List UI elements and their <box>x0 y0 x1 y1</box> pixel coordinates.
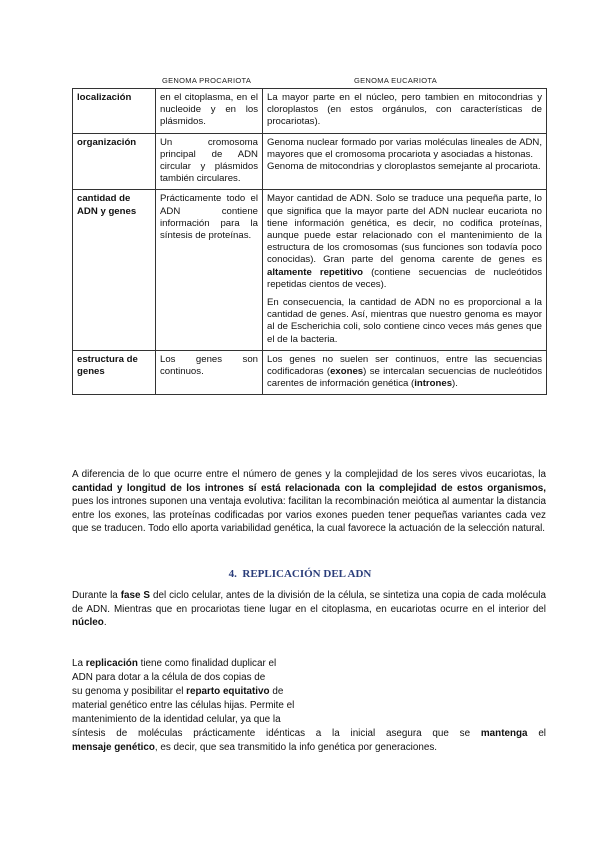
table-row <box>73 133 547 190</box>
section-title: REPLICACIÓN DEL ADN <box>242 568 372 580</box>
bold-term: intrones <box>414 378 453 390</box>
cell-paragraph: En consecuencia, la cantidad de ADN no es proporcional a la cantidad de genes. Así, mientras que nuestro genoma es mayor al de Escherichia coli, solo contiene cinco veces más genes que el de la bacteria. <box>267 297 542 345</box>
cell-paragraph: Mayor cantidad de ADN. Solo se traduce una pequeña parte, lo que significa que la mayor parte del ADN nuclear eucariota no tiene información genética, es decir, no codifica proteínas, aunque puede estar relacionado con el mantenimiento de la estructura de los cromosomas (sus funciones son todavía poco conocidas). Gran parte del genoma carente de genes es altamente repetitivo (contiene secuencias de nucleótidos repetidas cientos de veces). <box>267 193 542 290</box>
section-heading <box>0 568 600 580</box>
cell-eukaryote <box>263 133 547 190</box>
row-label-cantidad: cantidad de ADN y genes <box>73 190 156 350</box>
cell-prokaryote: Los genes son continuos. <box>156 350 263 395</box>
header-eukaryote: GENOMA EUCARIOTA <box>354 76 438 85</box>
section-number: 4. <box>228 568 237 580</box>
bold-term: cantidad y longitud de los intrones sí está relacionada con la complejidad de estos organismos, <box>72 482 546 494</box>
row-label-organizacion: organización <box>73 133 156 190</box>
cell-prokaryote: Un cromosoma principal de ADN circular y plásmidos también circulares. <box>156 133 263 190</box>
bold-term: altamente repetitivo <box>267 266 364 278</box>
text-line: mantenimiento de la identidad celular, ya que la <box>72 714 281 725</box>
cell-prokaryote: en el citoplasma, en el nucleoide y en los plásmidos. <box>156 89 263 134</box>
cell-paragraph: Genoma de mitocondrias y cloroplastos semejante al procariota. <box>267 161 541 173</box>
text-line: mensaje genético, es decir, que sea transmitido la info genética por generaciones. <box>72 742 438 753</box>
table-row <box>73 190 547 350</box>
cell-paragraph: Genoma nuclear formado por varias moléculas lineales de ADN, mayores que el cromosoma procariota y asociadas a histonas. <box>267 136 542 160</box>
bold-term: núcleo <box>72 617 104 629</box>
genome-comparison-table <box>72 88 547 395</box>
bold-term: reparto equitativo <box>186 686 270 697</box>
header-prokaryote: GENOMA PROCARIOTA <box>162 76 252 85</box>
cell-prokaryote: Prácticamente todo el ADN contiene información para la síntesis de proteínas. <box>156 190 263 350</box>
text-line: síntesis de moléculas prácticamente idénticas a la inicial asegura que se mantenga el <box>72 728 547 739</box>
table-row <box>73 89 547 134</box>
row-label-localizacion: localización <box>73 89 156 134</box>
replication-paragraph: Durante la fase S del ciclo celular, antes de la división de la célula, se sintetiza una copia de cada molécula de ADN. Mientras que en procariotas tiene lugar en el citoplasma, en eucariotas ocurre en el interior del núcleo. <box>72 590 546 629</box>
bold-term: replicación <box>85 658 138 669</box>
text-line: La replicación tiene como finalidad duplicar el <box>72 658 277 669</box>
intro-paragraph: A diferencia de lo que ocurre entre el número de genes y la complejidad de los seres vivos eucariotas, la cantidad y longitud de los intrones sí está relacionada con la complejidad de estos organismos, pues los intrones suponen una ventaja evolutiva: facilitan la recombinación meiótica al aumentar la distancia entre los exones, las proteínas codificadas por varios exones pueden tener pequeñas variantes cada vez que se traducen. Todo ello aporta variabilidad genética, la cual favorece la actuación de la selección natural. <box>72 469 546 535</box>
cell-eukaryote: Los genes no suelen ser continuos, entre las secuencias codificadoras (exones) se intercalan secuencias de nucleótidos carentes de información genética (intrones). <box>263 350 547 395</box>
bold-term: mantenga <box>480 728 528 739</box>
text-line: material genético entre las células hijas. Permite el <box>72 700 295 711</box>
bold-term: exones <box>330 366 364 378</box>
cell-eukaryote: La mayor parte en el núcleo, pero tambien en mitocondrias y cloroplastos (en estos orgánulos, con características de procariotas). <box>263 89 547 134</box>
bold-term: fase S <box>120 590 151 601</box>
bold-term: mensaje genético <box>72 742 155 753</box>
text-line: su genoma y posibilitar el reparto equitativo de <box>72 686 284 697</box>
table-row <box>73 350 547 395</box>
cell-eukaryote <box>263 190 547 350</box>
row-label-estructura: estructura de genes <box>73 350 156 395</box>
text-line: ADN para dotar a la célula de dos copias de <box>72 672 266 683</box>
